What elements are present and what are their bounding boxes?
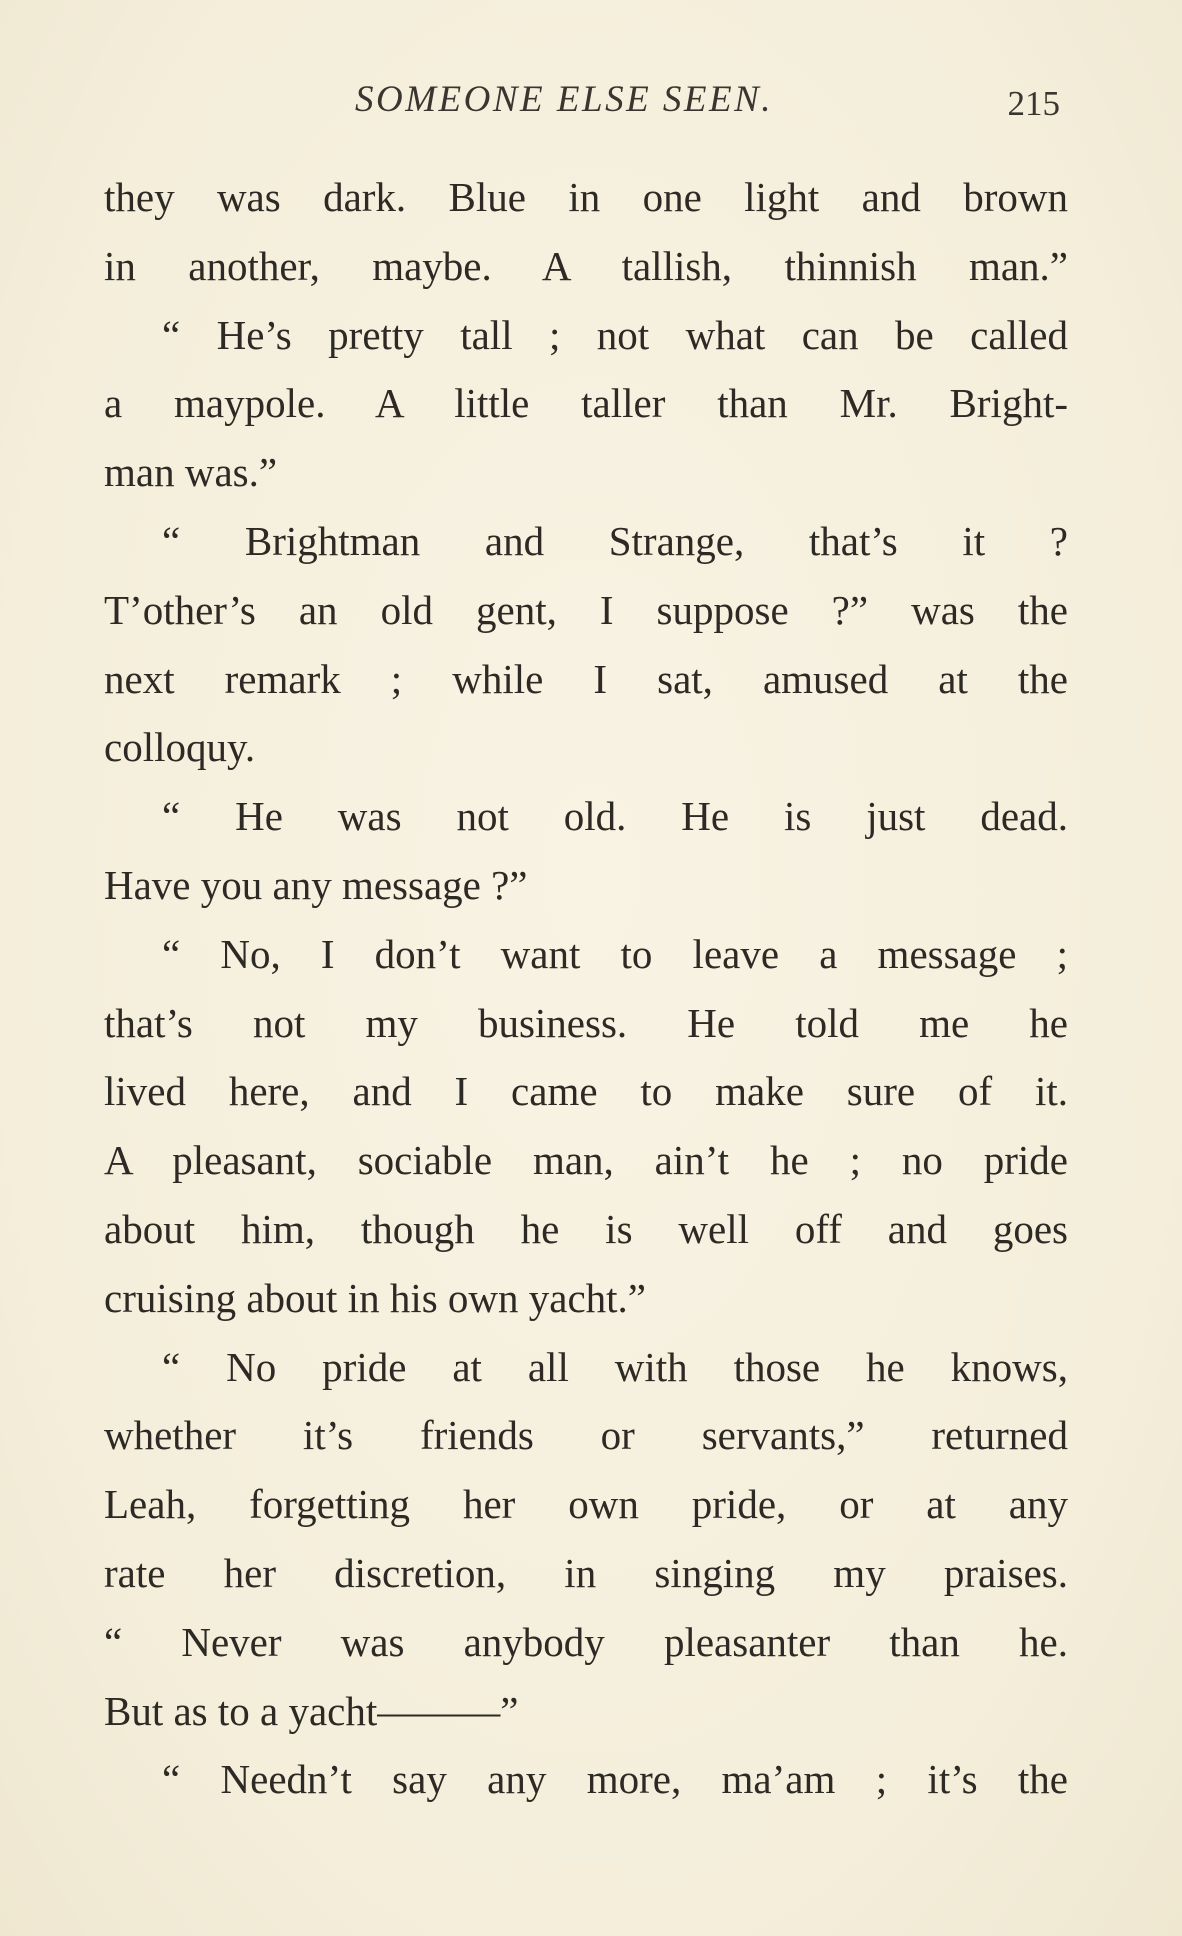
text-line: in another, maybe. A tallish, thinnish man.” [104, 242, 1068, 289]
text-line: T’other’s an old gent, I suppose ?” was the [104, 586, 1068, 633]
running-head [0, 78, 1182, 128]
text-line: A pleasant, sociable man, ain’t he ; no pride [104, 1137, 1068, 1184]
body-text [104, 163, 1068, 1814]
text-line: But as to a yacht———” [104, 1687, 519, 1734]
text-line: “ Never was anybody pleasanter than he. [104, 1618, 1068, 1665]
text-line: Have you any message ?” [104, 861, 528, 908]
text-line: “ He’s pretty tall ; not what can be called [162, 311, 1068, 358]
text-line: Leah, forgetting her own pride, or at any [104, 1481, 1068, 1528]
text-line: “ No, I don’t want to leave a message ; [162, 930, 1068, 977]
text-line: colloquy. [104, 724, 256, 771]
text-line: a maypole. A little taller than Mr. Bright- [104, 380, 1068, 427]
running-head-title: SOMEONE ELSE SEEN. [355, 79, 774, 120]
text-line: “ Brightman and Strange, that’s it ? [162, 517, 1068, 564]
text-line: that’s not my business. He told me he [104, 999, 1068, 1046]
text-line: “ He was not old. He is just dead. [162, 793, 1068, 840]
text-line: “ Needn’t say any more, ma’am ; it’s the [162, 1756, 1068, 1803]
text-line: cruising about in his own yacht.” [104, 1274, 647, 1321]
page-number: 215 [1007, 84, 1060, 123]
text-line: they was dark. Blue in one light and brown [104, 174, 1068, 220]
text-line: “ No pride at all with those he knows, [162, 1343, 1068, 1390]
text-line: next remark ; while I sat, amused at the [104, 655, 1068, 702]
text-line: about him, though he is well off and goes [104, 1205, 1068, 1252]
text-line: whether it’s friends or servants,” returned [104, 1412, 1068, 1459]
text-line: rate her discretion, in singing my praises. [104, 1549, 1068, 1596]
text-line: lived here, and I came to make sure of it. [104, 1068, 1068, 1115]
text-line: man was.” [104, 449, 278, 496]
